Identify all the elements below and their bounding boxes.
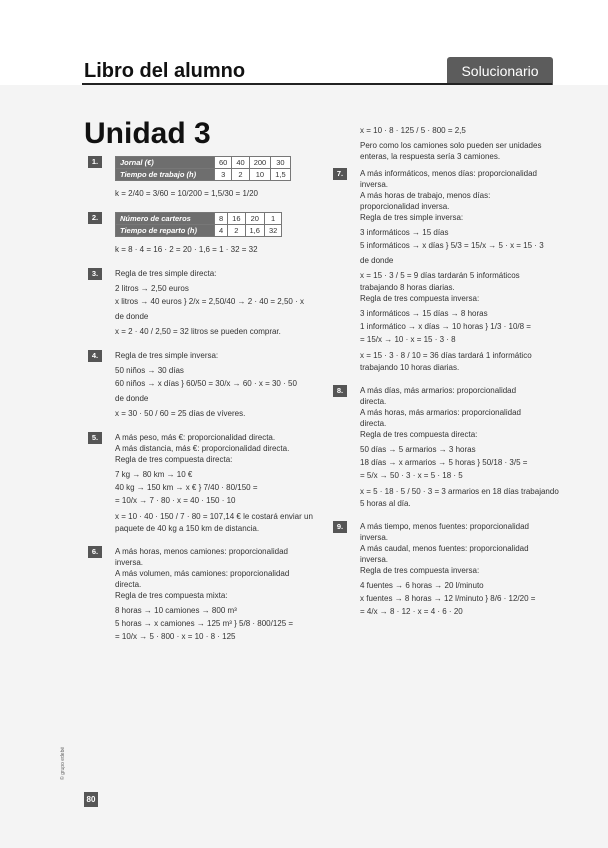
table-cell: 1,5 [271, 169, 290, 181]
math-line: k = 2/40 = 3/60 = 10/200 = 1,5/30 = 1/20 [115, 189, 259, 198]
math-line: = 10/x → 7 · 80 · x = 40 · 150 · 10 [115, 496, 236, 505]
math-line: = 5/x → 50 · 3 · x = 5 · 18 · 5 [360, 471, 463, 480]
math-line: 3 informáticos → 15 días [360, 228, 449, 237]
table-row [116, 169, 291, 181]
table-cell: 20 [245, 213, 264, 225]
text-line: de donde [115, 312, 149, 321]
exercise-number: 7. [333, 168, 347, 180]
table-cell: 30 [271, 157, 290, 169]
text-line: A más caudal, menos fuentes: proporcionalidad [360, 544, 529, 553]
math-line: x = 15 · 3 · 8 / 10 = 36 días tardará 1 informático [360, 351, 532, 360]
table-header-cell: Tiempo de trabajo (h) [116, 169, 215, 181]
exercise-1 [88, 156, 320, 200]
data-table [115, 156, 291, 181]
exercise-6 [88, 546, 320, 643]
table-cell: 2 [228, 225, 245, 237]
text-line: directa. [360, 397, 387, 406]
math-line: 50 días → 5 armarios → 3 horas [360, 445, 476, 454]
text-line: directa. [360, 419, 387, 428]
exercise-number: 4. [88, 350, 102, 362]
math-line: 1 informático → x días → 10 horas } 1/3 · 10/8 = [360, 322, 531, 331]
text-line: inversa. [360, 533, 389, 542]
table-cell: 60 [215, 157, 232, 169]
math-line: x litros → 40 euros } 2/x = 2,50/40 → 2 · 40 = 2,50 · x [115, 297, 304, 306]
math-line: x = 30 · 50 / 60 = 25 días de víveres. [115, 409, 246, 418]
text-line: A más peso, más €: proporcionalidad directa. [115, 433, 276, 442]
data-table [115, 212, 282, 237]
table-cell: 1,6 [245, 225, 264, 237]
table-cell: 2 [232, 169, 249, 181]
table-row [116, 225, 282, 237]
table-row [116, 157, 291, 169]
exercise-number: 1. [88, 156, 102, 168]
right-column [333, 124, 558, 618]
table-header-cell: Número de carteros [116, 213, 215, 225]
table-row [116, 213, 282, 225]
text-line: paquete de 40 kg a 150 km de distancia. [115, 524, 260, 533]
page-number: 80 [84, 792, 98, 807]
math-line: 7 kg → 80 km → 10 € [115, 470, 193, 479]
text-line: Regla de tres compuesta directa: [360, 430, 478, 439]
exercise-6-continued [333, 124, 558, 162]
math-line: x fuentes → 8 horas → 12 l/minuto } 8/6 · 12/20 = [360, 594, 536, 603]
text-line: Regla de tres simple inversa: [115, 351, 219, 360]
text-line: A más horas, más armarios: proporcionalidad [360, 408, 521, 417]
text-line: Pero como los camiones solo pueden ser unidades [360, 141, 542, 150]
math-line: x = 2 · 40 / 2,50 = 32 litros se pueden comprar. [115, 327, 281, 336]
text-line: A más volumen, más camiones: proporcionalidad [115, 569, 290, 578]
left-column [88, 156, 320, 643]
text-line: A más distancia, más €: proporcionalidad directa. [115, 444, 290, 453]
table-cell: 1 [264, 213, 281, 225]
math-line: x = 10 · 8 · 125 / 5 · 800 = 2,5 [360, 126, 466, 135]
exercise-number: 8. [333, 385, 347, 397]
text-line: inversa. [115, 558, 144, 567]
exercise-number: 6. [88, 546, 102, 558]
exercise-4 [88, 350, 320, 420]
math-line: 2 litros → 2,50 euros [115, 284, 189, 293]
text-line: de donde [115, 394, 149, 403]
math-line: 4 fuentes → 6 horas → 20 l/minuto [360, 581, 484, 590]
text-line: A más horas, menos camiones: proporcionalidad [115, 547, 288, 556]
exercise-number: 9. [333, 521, 347, 533]
table-cell: 8 [215, 213, 228, 225]
table-cell: 40 [232, 157, 249, 169]
text-line: Regla de tres simple directa: [115, 269, 217, 278]
text-line: A más días, más armarios: proporcionalidad [360, 386, 517, 395]
exercise-number: 5. [88, 432, 102, 444]
math-line: 8 horas → 10 camiones → 800 m³ [115, 606, 237, 615]
table-cell: 32 [264, 225, 281, 237]
table-header-cell: Tiempo de reparto (h) [116, 225, 215, 237]
table-cell: 200 [249, 157, 271, 169]
table-cell: 16 [228, 213, 245, 225]
math-line: = 4/x → 8 · 12 · x = 4 · 6 · 20 [360, 607, 463, 616]
unit-title: Unidad 3 [84, 117, 211, 150]
math-line: 60 niños → x días } 60/50 = 30/x → 60 · x = 30 · 50 [115, 379, 297, 388]
text-line: enteras, la respuesta sería 3 camiones. [360, 152, 501, 161]
math-line: = 10/x → 5 · 800 · x = 10 · 8 · 125 [115, 632, 236, 641]
math-line: k = 8 · 4 = 16 · 2 = 20 · 1,6 = 1 · 32 = 32 [115, 245, 258, 254]
exercise-5 [88, 432, 320, 534]
text-line: A más informáticos, menos días: proporcionalidad [360, 169, 537, 178]
header-rule [82, 83, 552, 85]
math-line: 5 informáticos → x días } 5/3 = 15/x → 5 · x = 15 · 3 [360, 241, 544, 250]
text-line: trabajando 10 horas diarias. [360, 363, 460, 372]
exercise-9 [333, 521, 558, 618]
math-line: x = 5 · 18 · 5 / 50 · 3 = 3 armarios en 18 días trabajando [360, 487, 559, 496]
text-line: proporcionalidad inversa. [360, 202, 450, 211]
exercise-number: 3. [88, 268, 102, 280]
math-line: 3 informáticos → 15 días → 8 horas [360, 309, 488, 318]
section-tab[interactable]: Solucionario [447, 57, 553, 85]
math-line: x = 15 · 3 / 5 = 9 días tardarán 5 informáticos [360, 271, 520, 280]
table-cell: 3 [215, 169, 232, 181]
footer-brand: © grupo edebé [60, 746, 66, 780]
text-line: de donde [360, 256, 394, 265]
exercise-8 [333, 385, 558, 509]
text-line: A más horas de trabajo, menos días: [360, 191, 491, 200]
text-line: 5 horas al día. [360, 499, 411, 508]
text-line: Regla de tres compuesta directa: [115, 455, 233, 464]
math-line: 40 kg → 150 km → x € } 7/40 · 80/150 = [115, 483, 258, 492]
math-line: 5 horas → x camiones → 125 m³ } 5/8 · 800/125 = [115, 619, 294, 628]
table-cell: 10 [249, 169, 271, 181]
text-line: Regla de tres simple inversa: [360, 213, 464, 222]
exercise-3 [88, 268, 320, 338]
math-line: = 15/x → 10 · x = 15 · 3 · 8 [360, 335, 456, 344]
text-line: Regla de tres compuesta inversa: [360, 294, 480, 303]
table-header-cell: Jornal (€) [116, 157, 215, 169]
text-line: directa. [115, 580, 142, 589]
math-line: 50 niños → 30 días [115, 366, 184, 375]
text-line: inversa. [360, 180, 389, 189]
exercise-2 [88, 212, 320, 256]
math-line: 18 días → x armarios → 5 horas } 50/18 · 3/5 = [360, 458, 528, 467]
table-cell: 4 [215, 225, 228, 237]
text-line: Regla de tres compuesta inversa: [360, 566, 480, 575]
exercise-7 [333, 168, 558, 373]
text-line: trabajando 8 horas diarias. [360, 283, 455, 292]
math-line: x = 10 · 40 · 150 / 7 · 80 = 107,14 € le costará enviar un [115, 512, 313, 521]
exercise-number: 2. [88, 212, 102, 224]
text-line: A más tiempo, menos fuentes: proporcionalidad [360, 522, 529, 531]
text-line: inversa. [360, 555, 389, 564]
text-line: Regla de tres compuesta mixta: [115, 591, 228, 600]
header-title: Libro del alumno [84, 60, 246, 82]
